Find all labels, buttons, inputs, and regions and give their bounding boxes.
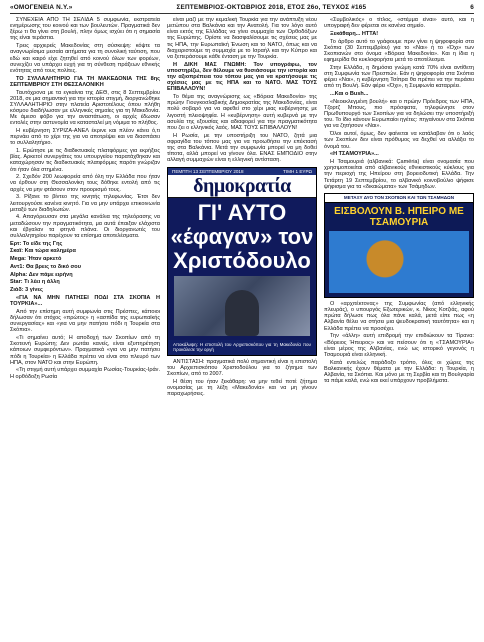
paragraph: Η Ρωσία, με την υποστήριξη του ΝΑΤΟ, ζητά μια σφραγίδα του τόπου μας για να προωθήσει την επέκτασή της στα Βαλκάνια. Μετά την συμφωνία μπορεί να μη δοθεί τίποτα, αλλά μπορεί να γίνουν όλα. ΕΝΑΣ ΕΜΠΟΔΙΟ στην αλλαγή συμμαχιών είναι η ελληνική αντίσταση. xyxy=(167,132,317,164)
credit-line: Αντ1: Θα βρεις το δικό σου xyxy=(10,263,81,270)
list-item: 1. Ερώτησε με τις διαδικτυακές πλατφόρμες για εκρήξεις βίας. Αρκετοί συνεργάτες του υπουργείου παρατάχθηκαν και καταχώρησαν τις διαδικτυακές πλατφόρμες παρότι γνώριζαν ότι ήταν όλα στημένα. xyxy=(10,148,160,173)
section-heading: ...Και ο Bush... xyxy=(330,91,369,98)
list-item: 3. Ρίξανε το βίντεο της κινητής τηλεφωνίας. Έτσι δεν λειτουργούσε κανένα κινητό. Για να μην υπάρχει επικοινωνία μεταξύ των διαδηλωτών. xyxy=(10,194,160,213)
paragraph: Στην Ελλάδα, η δημόσια γνώμη κατά 70% είναι αντίθετη στη Συμφωνία των Πρεσπών. Εάν η ψηφοφορία στα Σκόπια φέρει «Ναι», η κυβέρνηση Τσίπρα θα πρέπει να την περάσει από τη Βουλή. Εάν φέρει «Όχι», η Συμφωνία καταρρέει. xyxy=(324,64,474,90)
list-item: 2. Σχεδόν 200 λεωφορεία από όλη την Ελλάδα που ήταν να έρθουν στη Θεσσαλονίκη τους δόθηκε εντολή από τις αρχές να μην φτάσουν στον προορισμό τους. xyxy=(10,174,160,193)
paragraph: «Τη στιγμή αυτή υπάρχει συμμαχία Ρωσίας-Τουρκίας-Ιράν. Η ορθόδοξη Ρωσία xyxy=(10,367,160,380)
publication-name: «ΟΜΟΓΕΝΕΙΑ Ν.Υ.» xyxy=(10,4,73,11)
section-heading: Ξεκάθαρη... ΗΤΤΑ! xyxy=(330,30,379,37)
clipping-description xyxy=(167,359,317,399)
paragraph: Από την επίσημη αυτή συμφωνία στις Πρέσπες, κάποιοι δήλωσαν ότι στόχος «πρώτος» η «ασπίδα της ευρωπαϊκής συνεργασίας» και «για να μην πατήσει πόδι η Τουρκία στα Σκόπια». xyxy=(10,308,160,334)
clipping-masthead: δημοκρατία xyxy=(168,175,316,198)
paragraph: Την «άλλη» αυτή επιδρομή την επιδιώκουν τα Τίρανα: «Βόρειος Ήπειρος» και να πείσουν ότι η «ΤΣΑΜΟΥΡΙΑ» είναι μέρος της Αλβανίας, ενώ ως ιστορικό γεγονός η Τσαμουριά είναι ελληνική. xyxy=(324,333,474,358)
paragraph: Το θέμα της αναγνώρισης ως «Βόρεια Μακεδονία» της πρώην Γιουγκοσλαβικής Δημοκρατίας της Μακεδονίας, είναι πολύ σοβαρό για να αφεθεί στο χέρι μιας κυβέρνησης με λιγοστή πλειοψηφία. Η «κυβέρνηση» αυτή κυβερνά με την ασυλία της εξουσίας και αδιαφορεί για την πραγματικότητα που ζει ο ελληνικός λαός. ΜΑΣ ΤΟΥΣ ΕΠΙΒΑΛΛΟΥΝ! xyxy=(167,94,317,131)
paragraph: «Νεοεκλεγμένη βουλή» και ο πρώην Πρόεδρος των ΗΠΑ, Τζορτζ Μπους, πιο πρόσφατα, τηλεφώνησε στον Πρωθυπουργό των Σκοπίων για να δηλώσει την υποστήριξή του. Το ίδιο κάνουν Ευρωπαίοι ηγέτες: πηγαίνουν στα Σκόπια για να ζητήσουν «Ναι». xyxy=(324,98,474,130)
section-heading: «Η ΤΣΑΜΟΥΡΙΑ»... xyxy=(330,151,379,158)
credit-line: Star: Τι λέει η άλλη xyxy=(10,279,60,286)
paragraph: Κατά εντελώς παράδοξο τρόπο, όλες οι χώρες της Βαλκανικής έχουν θέματα με την Ελλάδα: η Τουρκία, η Αλβανία, τα Σκόπια. Και μόνο με τη Σερβία και τη Βουλγαρία τα πάμε καλά, ενώ και εκεί υπάρχουν προβλήματα. xyxy=(324,359,474,385)
paragraph: ΣΥΝΕΧΕΙΑ ΑΠΟ ΤΗ ΣΕΛΙΔΑ 5 συμφωνία, εκστρατεία ενημέρωσης του κοινού και των βουλευτών. Πραγματικά δεν ξέρω τι θα γίνει στη βουλή, πλην όμως ισχύει ότι η σημασία της είναι τεράστια. xyxy=(10,17,160,42)
clipping-headline: ΕΙΣΒΟΛΟΥΝ Β. ΗΠΕΙΡΟ ΜΕ ΤΣΑΜΟΥΡΙΑ xyxy=(334,205,464,228)
paragraph: Η Τσαμουριά (αλβανικά: Çamëria) είναι ονομασία που χρησιμοποιείται από αλβανικούς εθνικιστικούς κύκλους για την περιοχή της Ηπείρου στη βορειοδυτική Ελλάδα. Την Τετάρτη 19 Σεπτεμβρίου, το αλβανικό κοινοβούλιο ψήφισε ψήφισμα για τα «δικαιώματα» των Τσάμηδων. xyxy=(324,159,474,190)
section-heading: «ΓΙΑ ΝΑ ΜΗΝ ΠΑΤΗΣΕΙ ΠΟΔΙ ΣΤΑ ΣΚΟΠΙΑ Η ΤΟΥΡΚΙΑ»... xyxy=(10,294,160,308)
clipping-kicker: ΜΕΤΑΞΥ ΔΥΟ ΤΟΝ ΣΚΟΠΙΩΝ ΚΑΙ ΤΩΝ ΤΣΑΜΗΔΩΝ xyxy=(325,194,473,203)
paragraph: Ταυτόχρονα με τα εγκαίνια της ΔΕΘ, στις 8 Σεπτεμβρίου 2018, σε μια σημαντική για την ιστορία στιγμή, διοργανώθηκε ΣΥΛΛΑΛΗΤΗΡΙΟ στην πλατεία Αριστοτέλους όπου πλήθη κόσμου διαδήλωσαν με ελληνικές σημαίες για τη Μακεδονία. Με άμεσο φόβο για την αναστάτωση, οι αρχές έδωσαν εντολές στην αστυνομία να κατασταλεί μη νόμιμα το πλήθος. xyxy=(10,89,160,127)
credit-line: Σκαϊ: Και τώρα καλημέρα xyxy=(10,248,76,255)
paragraph: είναι μαζί με την κεμαλική Τουρκία για την ανάπτυξη νέου μετώπου στα Βαλκάνια και την Ανατολή. Για τον λόγο αυτό είναι εκτός της Ελλάδας να γίνει συμμαχία των Ορθοδόξων της Ευρώπης. Ορίστε να διασφαλίσουμε τις σχέσεις μας με τις ΗΠΑ, την Ευρωπαϊκή Ένωση και το ΝΑΤΟ, όπως και να διαχειριστούμε τη συμμαχία με το Ισραήλ και την Κύπρο και να ξεπεράσουμε κάθε ένταση με την Τουρκία. xyxy=(167,17,317,60)
clipping-price: ΤΙΜΗ 1 ΕΥΡΩ xyxy=(283,168,312,174)
clipping-date: ΠΕΜΠΤΗ 13 ΣΕΠΤΕΜΒΡΙΟΥ 2018 xyxy=(172,168,244,174)
clipping-caption: Αποκάλυψη: Η επιστολή του Αρχιεπισκόπου για τη Μακεδονία που προκάλεσε την οργή xyxy=(168,340,316,355)
paragraph: Ο «αρχιτέκτονας» της Συμφωνίας (από ελληνικής πλευράς), ο υπουργός Εξωτερικών, κ. Νίκος Κοτζιάς, αφού πρώτα δήλωσε πως όλα πάνε καλά, μετά είπε πως «η Αλβανία θέλει να στήσει μια ψευδοκρατική ταυτότητα» και η Ελλάδα πρέπει να προσέχει. xyxy=(324,300,474,332)
credit-line: Ερτ: Το είδε της Γης xyxy=(10,240,63,247)
credit-line: Mega: Ήταν αρκετό xyxy=(10,256,62,263)
clipping-strip xyxy=(168,168,316,175)
paragraph: Το άρθρο αυτό το γράφουμε πριν γίνει η ψηφοφορία στα Σκόπια (30 Σεπτεμβρίου) για το «Ναι» ή το «Όχι» των Σκοπιανών στο όνομα «Βόρεια Μακεδονία». Και η ίδια η εφημερίδα θα κυκλοφορήσει μετά το αποτέλεσμα. xyxy=(324,38,474,64)
newspaper-clipping-2 xyxy=(324,193,474,298)
clipping-photo xyxy=(174,276,310,336)
paragraph: ΑΝΤΙΣΤΑΣΗ: πραγματικά πολύ σημαντική είναι η επιστολή του Αρχιεπισκόπου Χριστοδούλου για το ζήτημα των Σκοπίων, από το 2007. xyxy=(167,359,317,378)
portrait-figure xyxy=(225,290,259,336)
left-column xyxy=(10,17,160,642)
list-item: 4. Απαγόρευσαν στα μεγάλα κανάλια της τηλεόρασης να μεταδώσουν την πραγματικότητα, μα αυτά έπαιξαν ελάχιστα και έβγαλαν τα φτηνά πλάνα. Οι διοργανωτές του συλλαλητηρίου παρέχουν τα επίσημα αποτελέσματα. xyxy=(10,214,160,239)
issue-date: ΣΕΠΤΕΜΒΡΙΟΣ-ΟΚΤΩΒΡΙΟΣ 2018, ΕΤΟΣ 26ο, ΤΕΥΧΟΣ #165 xyxy=(176,4,367,11)
credit-line: Ζιάδ: 3 γίνες xyxy=(10,287,43,294)
clipping-headline: ΓΙ' ΑΥΤΟ «έφαγαν» τον Χριστόδουλο xyxy=(170,200,314,274)
paragraph: Η κυβέρνηση ΣΥΡΙΖΑ-ΑΝΕΛ έκρινε και πλέον κάνει ό,τι περνάει από το χέρι της για να αποτρέψει και να διασπάσει το συλλαλητήριο. xyxy=(10,128,160,147)
paragraph: Τρεις αρχιερείς Μακεδονίας στη σύσκεψη: κόψτε τα αναγνωρίσιμα μεσαία αιτήματα για τη συνολική ταύτιση, που εδώ και καιρό είχε ζητηθεί από κοινού όλων των φορέων, συνεχίζει να υπάρχει ευχή για τη σύνθεση πράξεων εθνικής ενότητας από τους πολίτες. xyxy=(10,43,160,74)
right-column xyxy=(324,17,474,642)
paragraph: «Συμβολικός» ο τίτλος, «στέμμα είναι» αυτό, και η υπογραφή δεν φέρεται σε κανένα σημείο. xyxy=(324,17,474,30)
paragraph: Η θέση του ήταν ξεκάθαρη: να μην τεθεί ποτέ ζήτημα ονομασίας με τη λέξη «Μακεδονία» και να μη γίνουν παραχωρήσεις. xyxy=(167,378,317,398)
newspaper-clipping xyxy=(167,167,317,356)
paragraph: «Τι σημαίνει αυτό; Η αποδοχή των Σκοπίων από τη Σκοτεινή Ευρώπη; Δεν ρωτάει κανείς, είναι εξυπηρέτηση κάποιων συμφερόντων». Πραγματικά «για να μην πατήσει πόδι η Τουρκία» η Ελλάδα πρέπει να είναι στο πλευρό των ΗΠΑ, στον ΝΑΤΟ και στην Ευρώπη. xyxy=(10,335,160,366)
map-image xyxy=(329,231,469,293)
paragraph: Η ΔΙΚΗ ΜΑΣ ΓΝΩΜΗ: Τον υπογράφω, τον υποστηρίζω, δεν θέλουμε να θυσιάσουμε την ιστορία και την αξιοπρέπεια του τόπου μας για να κρατήσουμε τις σχέσεις μας με τις ΗΠΑ και το ΝΑΤΟ. ΜΑΣ ΤΟΥΣ ΕΠΙΒΑΛΛΟΥΝ! xyxy=(167,61,317,93)
credit-line: Alpha: Δεν πάμε ειρήνη xyxy=(10,271,73,278)
section-heading: ΤΟ ΣΥΛΛΑΛΗΤΗΡΙΟ ΓΙΑ ΤΗ ΜΑΚΕΔΟΝΙΑ ΤΗΣ 8ης ΣΕΠΤΕΜΒΡΙΟΥ ΣΤΗ ΘΕΣΣΑΛΟΝΙΚΗ xyxy=(10,75,160,88)
page-number: 6 xyxy=(470,4,474,11)
middle-column xyxy=(167,17,317,642)
paragraph: Όλοι αυτοί, όμως, δεν φαίνεται να κατάλαβαν ότι ο λαός των Σκοπίων δεν είναι πρόθυμος να δεχθεί να αλλάξει το όνομά του. xyxy=(324,131,474,150)
page-header xyxy=(10,4,474,14)
